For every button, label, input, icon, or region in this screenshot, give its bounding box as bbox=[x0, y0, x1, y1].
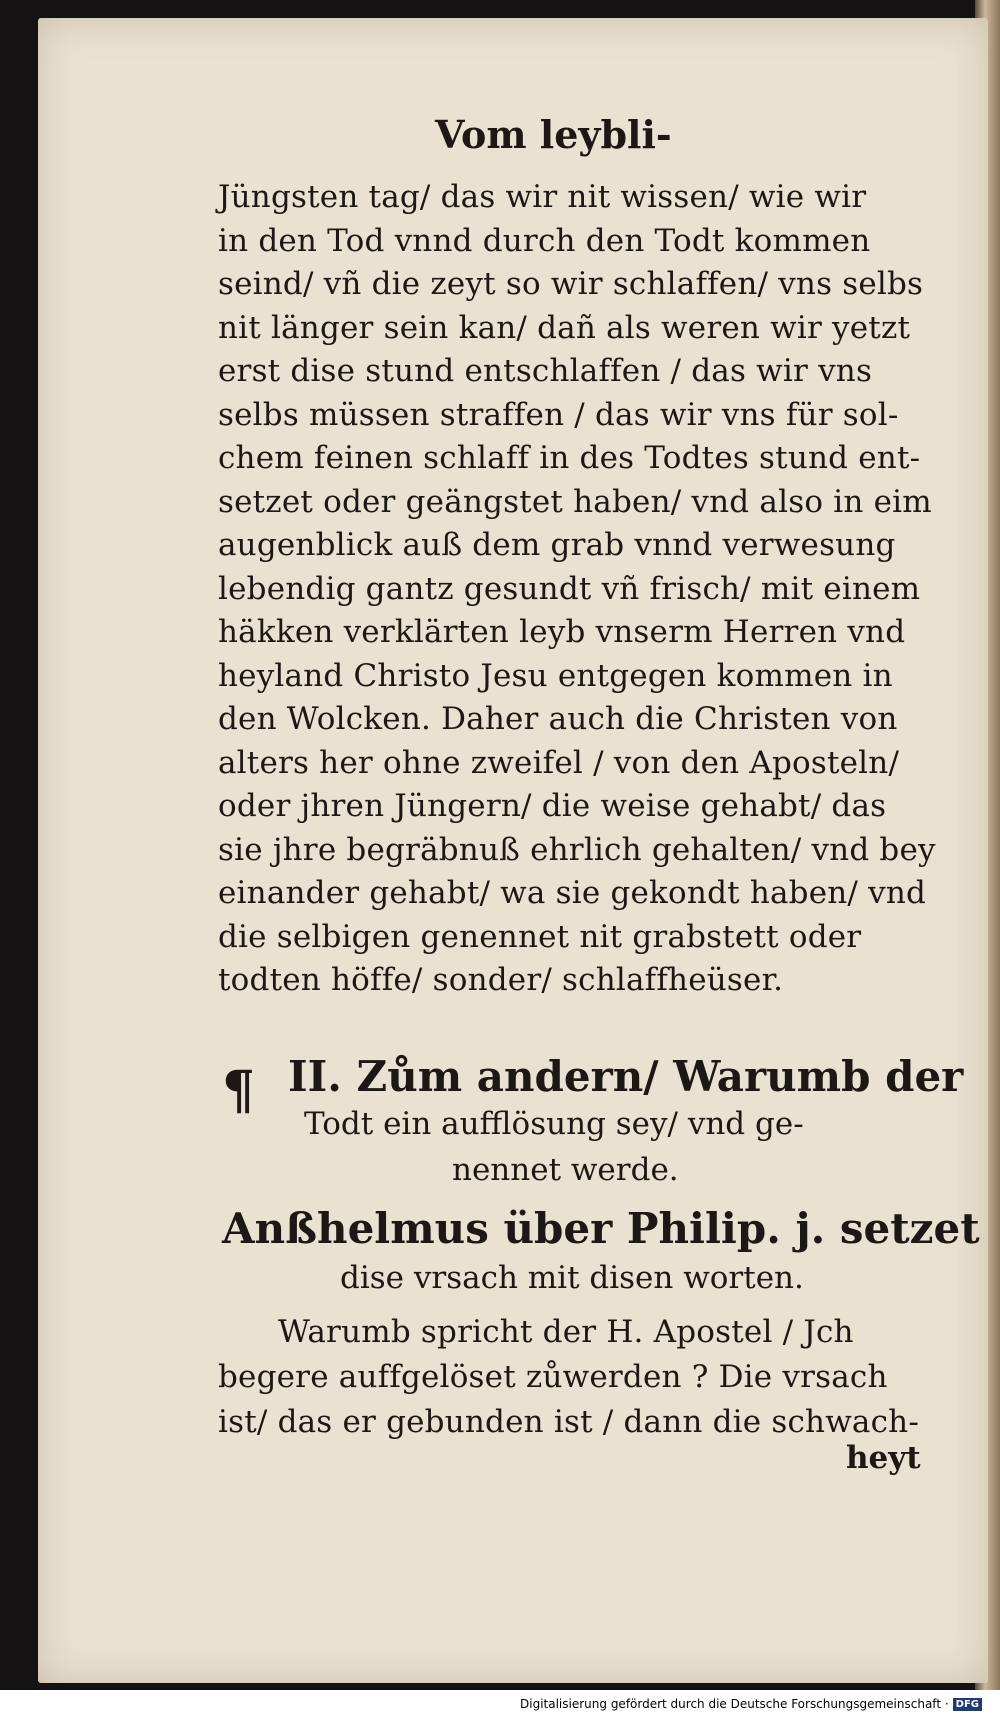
section-heading: II. Zům andern/ Warumb der bbox=[288, 1052, 964, 1101]
text-line: einander gehabt/ wa sie gekondt haben/ vnd bbox=[218, 875, 927, 911]
section-subheading-line: nennet werde. bbox=[452, 1152, 679, 1188]
author-subheading: dise vrsach mit disen worten. bbox=[340, 1260, 804, 1296]
text-line: sie jhre begräbnuß ehrlich gehalten/ vnd bey bbox=[218, 831, 936, 868]
text-line: alters her ohne zweifel / von den Aposteln/ bbox=[218, 744, 900, 781]
text-line: begere auffgelöset zůwerden ? Die vrsach bbox=[218, 1359, 888, 1395]
text-line: setzet oder geängstet haben/ vnd also in eim bbox=[218, 483, 932, 520]
text-line: Warumb spricht der H. Apostel / Jch bbox=[278, 1314, 854, 1350]
text-line: selbs müssen straffen / das wir vns für sol- bbox=[218, 396, 899, 433]
running-head: Vom leybli- bbox=[435, 112, 672, 157]
text-line: ist/ das er gebunden ist / dann die schwach- bbox=[218, 1404, 920, 1440]
text-line: oder jhren Jüngern/ die weise gehabt/ das bbox=[218, 788, 887, 824]
text-line: heyland Christo Jesu entgegen kommen in bbox=[218, 657, 893, 694]
text-line: nit länger sein kan/ dañ als weren wir yetzt bbox=[218, 309, 911, 346]
text-line: den Wolcken. Daher auch die Christen von bbox=[218, 701, 898, 737]
quote-text bbox=[218, 1310, 919, 1445]
text-line: todten höffe/ sonder/ schlaffheüser. bbox=[218, 962, 784, 998]
text-line: chem feinen schlaff in des Todtes stund ent- bbox=[218, 440, 921, 476]
text-line: augenblick auß dem grab vnnd verwesung bbox=[218, 527, 896, 563]
text-line: die selbigen genennet nit grabstett oder bbox=[218, 918, 862, 955]
text-line: häkken verklärten leyb vnserm Herren vnd bbox=[218, 614, 906, 650]
text-line: in den Tod vnnd durch den Todt kommen bbox=[218, 222, 871, 259]
author-heading: Anßhelmus über Philip. j. setzet bbox=[222, 1204, 980, 1253]
pilcrow-icon: ¶ bbox=[222, 1060, 256, 1121]
text-line: lebendig gantz gesundt vñ frisch/ mit einem bbox=[218, 570, 921, 607]
text-line: Jüngsten tag/ das wir nit wissen/ wie wir bbox=[218, 179, 867, 215]
credit-text: Digitalisierung gefördert durch die Deutsche Forschungsgemeinschaft · bbox=[520, 1697, 949, 1711]
body-text bbox=[218, 176, 936, 1003]
catchword: heyt bbox=[846, 1440, 921, 1476]
dfg-logo-icon: DFG bbox=[953, 1698, 982, 1711]
text-line: seind/ vñ die zeyt so wir schlaffen/ vns selbs bbox=[218, 266, 924, 302]
text-line: erst dise stund entschlaffen / das wir vns bbox=[218, 353, 873, 389]
digitization-credit bbox=[520, 1697, 982, 1711]
section-subheading-line: Todt ein aufflösung sey/ vnd ge- bbox=[304, 1106, 804, 1142]
